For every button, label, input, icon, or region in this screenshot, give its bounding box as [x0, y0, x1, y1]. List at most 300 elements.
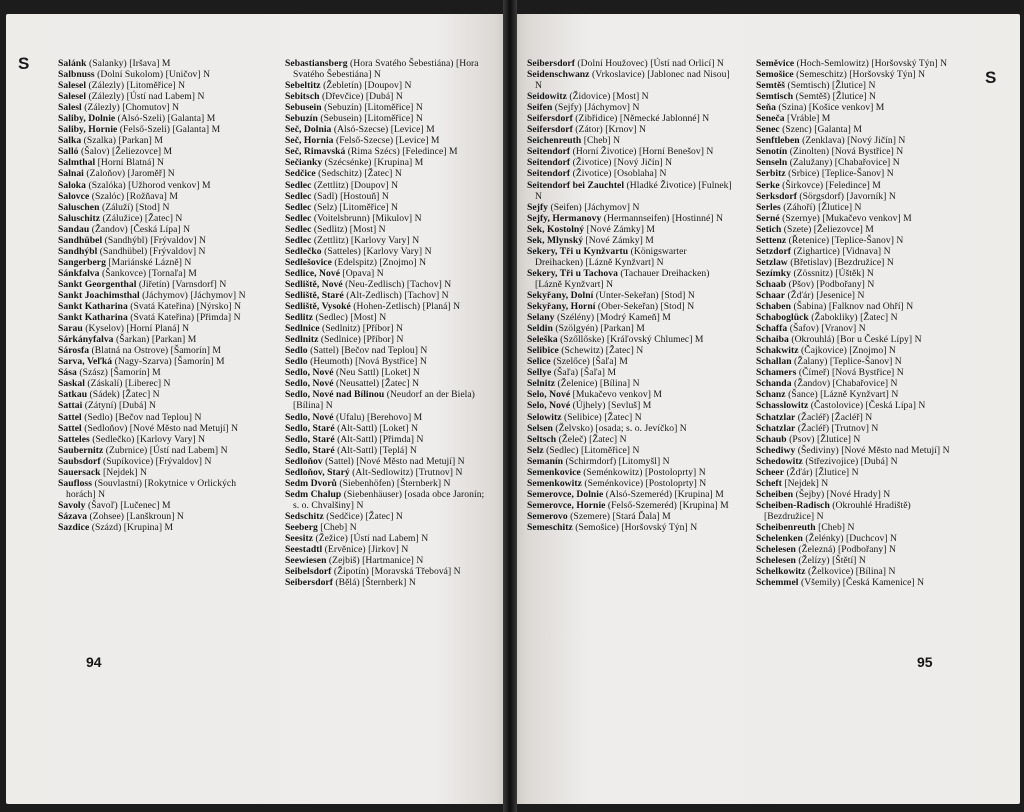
entry-headword: Salesel	[58, 80, 87, 92]
gazetteer-entry	[58, 400, 263, 411]
entry-details: (Alt-Sattl) [Přimda] N	[334, 433, 424, 445]
entry-headword: Sedlo, Nové	[285, 411, 334, 423]
gazetteer-entry	[527, 58, 732, 69]
entry-details: (Žipotín) [Moravská Třebová] N	[331, 566, 461, 578]
gazetteer-entry	[527, 312, 732, 323]
gazetteer-entry	[756, 334, 961, 345]
gazetteer-entry	[285, 445, 490, 456]
gazetteer-entry	[756, 533, 961, 544]
gazetteer-entry	[756, 423, 961, 434]
gazetteer-entry	[285, 511, 490, 522]
gazetteer-entry	[285, 334, 490, 345]
entry-headword: Schaboglück	[756, 312, 809, 324]
entry-details: (Zenklava) [Nový Jičín] N	[799, 135, 906, 147]
gazetteer-entry	[58, 389, 263, 400]
gazetteer-entry	[285, 157, 490, 168]
gazetteer-entry	[756, 522, 961, 533]
gazetteer-entry	[58, 124, 263, 135]
entry-headword: Sedlečko	[285, 245, 322, 257]
entry-details: (Zaloňov) [Jaroměř] N	[83, 168, 175, 180]
gazetteer-entry	[756, 213, 961, 224]
entry-headword: Saluschitz	[58, 212, 101, 224]
entry-details: (Sejfy) [Jáchymov] N	[552, 102, 640, 114]
entry-headword: Schallan	[756, 356, 792, 368]
entry-details: (Zálezly) [Chomutov] N	[81, 102, 180, 114]
gazetteer-entry	[58, 334, 263, 345]
entry-headword: Sattel	[58, 411, 82, 423]
entry-headword: Selice	[527, 356, 551, 368]
entry-headword: Setzlaw	[756, 256, 788, 268]
entry-details: (Šejby) [Nové Hrady] N	[793, 488, 891, 500]
entry-headword: Sankt Georgenthal	[58, 278, 137, 290]
entry-headword: Selowitz	[527, 411, 562, 423]
entry-details: (Žďár) [Žlutice] N	[784, 466, 859, 478]
entry-details: (Semtěš) [Žlutice] N	[793, 91, 877, 103]
entry-headword: Schemmel	[756, 577, 799, 589]
entry-headword: Seichenreuth	[527, 135, 582, 147]
entry-details: [Nejdek] N	[100, 466, 147, 478]
entry-details: (Heumoth) [Nová Bystřice] N	[307, 356, 427, 368]
entry-headword: Satteles	[58, 433, 90, 445]
gazetteer-entry	[285, 235, 490, 246]
gazetteer-entry	[527, 268, 732, 290]
entry-details: (Břetislav) [Bezdružice] N	[787, 256, 894, 268]
entry-headword: Salnai	[58, 168, 84, 180]
entry-details: (Zálezly) [Ústí nad Labem] N	[86, 91, 205, 103]
entry-details: (Čímeř) [Nová Bystřice] N	[796, 367, 904, 379]
left-section-letter: S	[18, 54, 30, 73]
entry-details: (Želenice) [Bílina] N	[555, 378, 640, 390]
gazetteer-entry	[58, 522, 263, 533]
gazetteer-entry	[527, 522, 732, 533]
gazetteer-entry	[285, 168, 490, 179]
entry-headword: Seč, Rimavská	[285, 146, 346, 158]
gazetteer-entry	[527, 323, 732, 334]
gazetteer-entry	[756, 312, 961, 323]
entry-details: [Mukačevo venkov] M	[570, 389, 662, 401]
entry-headword: Schanz	[756, 389, 786, 401]
gazetteer-entry	[527, 301, 732, 312]
entry-headword: Seč, Dolnia	[285, 124, 332, 136]
entry-headword: Schelesen	[756, 544, 796, 556]
entry-details: (Alt-Sedlowitz) [Trutnov] N	[349, 466, 463, 478]
gazetteer-entry	[285, 91, 490, 102]
entry-details: (Seménkowitz) [Postoloprty] N	[580, 466, 706, 478]
entry-details: (Hoch-Semlowitz) [Horšovský Týn] N	[794, 58, 948, 69]
gazetteer-entry	[527, 69, 732, 91]
gazetteer-entry	[58, 235, 263, 246]
entry-headword: Schanda	[756, 378, 792, 390]
entry-headword: Sázava	[58, 510, 88, 522]
entry-headword: Sedlo	[285, 345, 308, 357]
entry-headword: Schakwitz	[756, 345, 799, 357]
gazetteer-entry	[756, 367, 961, 378]
gazetteer-entry	[58, 257, 263, 268]
left-column-2	[285, 58, 490, 588]
entry-headword: Semerovo	[527, 510, 568, 522]
entry-details: (Jiřetín) [Varnsdorf] N	[136, 278, 227, 290]
entry-details: (Sedlo) [Bečov nad Teplou] N	[81, 411, 202, 423]
entry-details: (Sandhübel) [Frývaldov] N	[97, 245, 206, 257]
gazetteer-entry	[756, 102, 961, 113]
entry-headword: Selz	[527, 444, 544, 456]
right-section-letter: S	[985, 68, 997, 87]
entry-details: (Šafov) [Vranov] N	[787, 323, 866, 335]
gazetteer-entry	[527, 235, 732, 246]
gazetteer-entry	[756, 301, 961, 312]
entry-headword: Seestadtl	[285, 544, 323, 556]
entry-details: (Zubrnice) [Ústí nad Labem] N	[103, 444, 228, 456]
entry-details: (Sedlečko) [Karlovy Vary] N	[89, 433, 206, 445]
entry-details: (Siebenhäuser) [osada obce Jaronín; s. o. Chvalšiny] N	[293, 488, 485, 511]
entry-details: (Felső-Szemeréd) [Krupina] M	[605, 499, 729, 511]
gazetteer-entry	[58, 345, 263, 356]
entry-details: (Selibice) [Žatec] N	[561, 411, 642, 423]
entry-details: (Žebletín) [Doupov] N	[320, 80, 412, 92]
entry-headword: Serné	[756, 212, 780, 224]
entry-headword: Sandhýbl	[58, 245, 98, 257]
entry-headword: Salbnuss	[58, 69, 95, 81]
gazetteer-entry	[756, 478, 961, 489]
gazetteer-entry	[285, 389, 490, 411]
entry-headword: Schaben	[756, 301, 792, 313]
gazetteer-entry	[756, 445, 961, 456]
entry-headword: Sedlo, Staré	[285, 422, 335, 434]
entry-headword: Seitendorf	[527, 146, 571, 158]
gazetteer-entry	[756, 389, 961, 400]
entry-details: (Szina) [Košice venkov] M	[775, 102, 885, 114]
entry-details: (Okrouhlé Hradiště) [Bezdružice] N	[764, 499, 911, 522]
gazetteer-entry	[58, 168, 263, 179]
entry-details: (Šaľa) [Šaľa] M	[551, 367, 617, 379]
entry-details: (Šediviny) [Nové Město nad Metují] N	[795, 444, 950, 456]
entry-headword: Saliby, Hornie	[58, 124, 118, 136]
entry-headword: Schelenken	[756, 533, 803, 545]
gazetteer-entry	[527, 290, 732, 301]
entry-headword: Sedlitz	[285, 312, 314, 324]
gazetteer-entry	[285, 146, 490, 157]
entry-headword: Semanín	[527, 455, 564, 467]
entry-headword: Senseln	[756, 157, 788, 169]
entry-headword: Seidowitz	[527, 91, 567, 103]
entry-headword: Saluschen	[58, 201, 100, 213]
right-page	[512, 14, 1020, 804]
gazetteer-entry	[285, 489, 490, 511]
gazetteer-entry	[285, 180, 490, 191]
entry-details: (Ervěnice) [Jirkov] N	[322, 544, 409, 556]
gazetteer-entry	[285, 224, 490, 235]
entry-headword: Sedlo	[285, 356, 308, 368]
entry-headword: Sedlo, Nové nad Bílinou	[285, 389, 385, 401]
entry-headword: Scheft	[756, 477, 782, 489]
entry-headword: Schasslowitz	[756, 400, 809, 412]
entry-headword: Schelesen	[756, 555, 796, 567]
entry-details: (Szász) [Šamorín] M	[76, 367, 161, 379]
entry-headword: Selnitz	[527, 378, 556, 390]
entry-headword: Seitendorf	[527, 168, 571, 180]
entry-details: (Životice) [Osoblaha] N	[570, 168, 667, 180]
entry-details: (Voitelsbrunn) [Mikulov] N	[311, 212, 422, 224]
entry-details: (Záhoří) [Žlutice] N	[780, 201, 862, 213]
entry-headword: Seitendorf bei Zauchtel	[527, 179, 625, 191]
entry-headword: Sedliště, Nové	[285, 278, 343, 290]
gazetteer-entry	[285, 378, 490, 389]
entry-headword: Selsen	[527, 422, 553, 434]
gazetteer-entry	[527, 456, 732, 467]
entry-details: [Cheb] N	[317, 521, 357, 533]
gazetteer-entry	[58, 180, 263, 191]
gazetteer-entry	[285, 268, 490, 279]
gazetteer-entry	[756, 80, 961, 91]
entry-headword: Sebeltitz	[285, 80, 321, 92]
gazetteer-entry	[58, 301, 263, 312]
entry-details: (Alt-Sattl) [Teplá] N	[334, 444, 417, 456]
gazetteer-entry	[527, 334, 732, 345]
entry-headword: Sekery, Tři u Tachova	[527, 267, 618, 279]
gazetteer-entry	[58, 268, 263, 279]
gazetteer-entry	[756, 356, 961, 367]
entry-details: (Šabina) [Falknov nad Ohří] N	[791, 301, 914, 313]
gazetteer-entry	[527, 135, 732, 146]
entry-details: (Žacléř) [Žacléř] N	[795, 411, 873, 423]
gazetteer-entry	[527, 445, 732, 456]
gazetteer-entry	[756, 500, 961, 522]
entry-headword: Semerovce, Hornie	[527, 499, 606, 511]
gazetteer-entry	[527, 180, 732, 202]
entry-details: (Sattel) [Nové Město nad Metují] N	[322, 455, 465, 467]
entry-headword: Sandau	[58, 223, 90, 235]
entry-details: (Szélény) [Modrý Kameň] M	[554, 312, 671, 324]
entry-details: (Železná) [Podbořany] N	[795, 544, 896, 556]
gazetteer-entry	[527, 213, 732, 224]
gazetteer-entry	[527, 511, 732, 522]
entry-headword: Seesitz	[285, 533, 314, 545]
entry-details: (Jáchymov) [Jáchymov] N	[139, 289, 246, 301]
entry-details: [Opava] N	[340, 267, 384, 279]
gazetteer-entry	[285, 312, 490, 323]
entry-headword: Sekery, Tři u Kynžvartu	[527, 245, 629, 257]
entry-details: (Szécsénke) [Krupina] M	[322, 157, 424, 169]
gazetteer-entry	[58, 80, 263, 91]
entry-details: (Šarkan) [Parkan] M	[113, 334, 197, 346]
gazetteer-entry	[58, 412, 263, 423]
entry-details: (Zálezly) [Litoměřice] N	[86, 80, 186, 92]
entry-headword: Sečianky	[285, 157, 323, 169]
entry-headword: Sedm Chalup	[285, 488, 342, 500]
entry-headword: Sedlo, Nové	[285, 367, 334, 379]
gazetteer-entry	[527, 124, 732, 135]
entry-details: (Königswarter Dreihacken) [Lázně Kynžvart] N	[535, 245, 687, 268]
entry-details: (Sedlnitz) [Příbor] N	[319, 323, 403, 335]
entry-headword: Salmthal	[58, 157, 96, 169]
entry-details: (Neusattel) [Žatec] N	[333, 378, 420, 390]
gazetteer-entry	[756, 124, 961, 135]
entry-details: (Szölgyén) [Parkan] M	[552, 323, 645, 335]
entry-details: (Hohen-Zetlisch) [Planá] N	[350, 301, 461, 313]
gazetteer-entry	[285, 367, 490, 378]
gazetteer-entry	[756, 224, 961, 235]
entry-details: (Zinolten) [Nová Bystřice] N	[787, 146, 904, 158]
entry-details: (Felső-Szecse) [Levice] M	[333, 135, 440, 147]
gazetteer-entry	[58, 456, 263, 467]
entry-headword: Sedloňov	[285, 455, 323, 467]
entry-details: [Vráble] M	[784, 113, 831, 125]
gazetteer-entry	[756, 345, 961, 356]
entry-details: (Kyselov) [Horní Planá] N	[82, 323, 190, 335]
right-column-1	[527, 58, 732, 533]
entry-headword: Seewiesen	[285, 555, 327, 567]
entry-headword: Sedlec	[285, 190, 312, 202]
gazetteer-entry	[285, 124, 490, 135]
entry-headword: Schatzlar	[756, 422, 796, 434]
gazetteer-entry	[285, 577, 490, 588]
entry-headword: Saliby, Dolnie	[58, 113, 116, 125]
gazetteer-entry	[756, 157, 961, 168]
gazetteer-entry	[58, 467, 263, 478]
gazetteer-entry	[285, 555, 490, 566]
gazetteer-entry	[527, 246, 732, 268]
entry-details: (Ufalu) [Berehovo] M	[333, 411, 423, 423]
gazetteer-entry	[58, 279, 263, 290]
entry-details: (Žabokliky) [Žatec] N	[808, 312, 898, 324]
gazetteer-entry	[527, 412, 732, 423]
gazetteer-entry	[58, 102, 263, 113]
gazetteer-entry	[527, 389, 732, 400]
entry-details: (Zibřidice) [Německé Jablonné] N	[572, 113, 710, 125]
gazetteer-entry	[285, 135, 490, 146]
entry-details: (Želízy) [Štětí] N	[795, 555, 866, 567]
entry-details: (Blatná na Ostrove) [Šamorín] M	[89, 345, 221, 357]
entry-details: (Žacléř) [Trutnov] N	[795, 422, 879, 434]
entry-details: (Satteles) [Karlovy Vary] N	[321, 245, 432, 257]
entry-details: (Alsó-Szecse) [Levice] M	[331, 124, 435, 136]
gazetteer-entry	[756, 191, 961, 202]
gazetteer-entry	[756, 467, 961, 478]
gazetteer-entry	[285, 467, 490, 478]
gazetteer-entry	[527, 489, 732, 500]
entry-details: (Žežice) [Ústí nad Labem] N	[313, 533, 429, 545]
entry-headword: Senotín	[756, 146, 788, 158]
entry-details: (Záluží) [Stod] N	[99, 201, 170, 213]
entry-headword: Schamers	[756, 367, 797, 379]
entry-details: (Želvsko) [osada; s. o. Jevíčko] N	[552, 422, 687, 434]
entry-headword: Senftleben	[756, 135, 800, 147]
gazetteer-entry	[58, 69, 263, 80]
entry-details: (Sádek) [Žatec] N	[87, 389, 160, 401]
gazetteer-entry	[285, 356, 490, 367]
gazetteer-entry	[527, 113, 732, 124]
entry-details: (Zössnitz) [Úštěk] N	[791, 267, 874, 279]
entry-details: (Šankovce) [Tornaľa] M	[99, 267, 197, 279]
entry-details: (Rima Szécs) [Feledince] M	[345, 146, 458, 158]
gazetteer-entry	[58, 378, 263, 389]
entry-headword: Seibelsdorf	[285, 566, 332, 578]
entry-headword: Seneča	[756, 113, 785, 125]
gazetteer-entry	[756, 257, 961, 268]
gazetteer-entry	[756, 202, 961, 213]
entry-headword: Serksdorf	[756, 190, 797, 202]
gazetteer-entry	[285, 566, 490, 577]
entry-headword: Salánk	[58, 58, 87, 69]
entry-details: [Nejdek] N	[781, 477, 829, 489]
entry-headword: Seňa	[756, 102, 776, 114]
gazetteer-entry	[285, 58, 490, 80]
entry-headword: Schaffa	[756, 323, 788, 335]
entry-headword: Seifersdorf	[527, 124, 573, 136]
gazetteer-entry	[756, 246, 961, 257]
entry-details: (Žďár) [Jesenice] N	[785, 289, 865, 301]
entry-headword: Sankt Katharina	[58, 301, 128, 313]
entry-headword: Semerovce, Dolnie	[527, 488, 604, 500]
gazetteer-entry	[756, 146, 961, 157]
entry-details: (Žandov) [Chabařovice] N	[791, 378, 898, 390]
gazetteer-entry	[58, 191, 263, 202]
gazetteer-entry	[527, 224, 732, 235]
entry-details: (Zohsee) [Lanškroun] N	[87, 510, 184, 522]
entry-headword: Schatzlar	[756, 411, 796, 423]
gazetteer-entry	[285, 202, 490, 213]
entry-headword: Seldin	[527, 323, 553, 335]
entry-headword: Salesl	[58, 102, 82, 114]
gazetteer-entry	[756, 555, 961, 566]
entry-headword: Selo, Nové	[527, 389, 571, 401]
gazetteer-entry	[58, 312, 263, 323]
entry-headword: Savoly	[58, 499, 86, 511]
entry-headword: Sedlnice	[285, 323, 320, 335]
gazetteer-entry	[756, 544, 961, 555]
entry-details: (Svatá Kateřina) [Nýrsko] N	[127, 301, 242, 313]
entry-headword: Sása	[58, 367, 77, 379]
entry-headword: Sedliště, Vysoké	[285, 301, 351, 313]
entry-headword: Sekyřany, Dolní	[527, 289, 594, 301]
gazetteer-entry	[58, 356, 263, 367]
entry-headword: Setzdorf	[756, 245, 792, 257]
entry-details: (Seménkovice) [Postoloprty] N	[581, 477, 707, 489]
entry-headword: Semtisch	[756, 91, 794, 103]
entry-details: (Sedlitz) [Most] N	[311, 223, 386, 235]
entry-details: (Širkovce) [Feledince] M	[779, 179, 881, 191]
gazetteer-entry	[527, 146, 732, 157]
entry-details: (Okrouhlá) [Bor u České Lípy] N	[788, 334, 922, 346]
entry-details: (Zálužice) [Žatec] N	[100, 212, 183, 224]
entry-headword: Saloka	[58, 179, 87, 191]
entry-headword: Sedschitz	[285, 510, 324, 522]
entry-headword: Sebuzín	[285, 113, 318, 125]
gazetteer-entry	[58, 213, 263, 224]
entry-details: (Alsó-Szemeréd) [Krupina] M	[603, 488, 724, 500]
entry-headword: Sarau	[58, 323, 83, 335]
entry-details: (Horní Životice) [Horní Benešov] N	[570, 146, 714, 158]
gazetteer-entry	[58, 202, 263, 213]
gazetteer-entry	[527, 157, 732, 168]
entry-headword: Serbitz	[756, 168, 786, 180]
entry-details: (Szalóka) [Užhorod venkov] M	[86, 179, 211, 191]
entry-details: (Alt-Sattl) [Loket] N	[334, 422, 419, 434]
entry-details: (Százd) [Krupina] M	[89, 521, 174, 533]
entry-headword: Salovce	[58, 190, 90, 202]
gazetteer-entry	[527, 345, 732, 356]
entry-details: (Psov) [Žlutice] N	[786, 433, 861, 445]
gazetteer-entry	[756, 378, 961, 389]
gazetteer-entry	[285, 456, 490, 467]
entry-details: (Zalužany) [Chabařovice] N	[787, 157, 900, 169]
entry-details: (Srbice) [Teplice-Šanov] N	[785, 168, 894, 180]
entry-headword: Semenkovice	[527, 466, 581, 478]
entry-headword: Scheiben-Radisch	[756, 499, 830, 511]
entry-headword: Satkau	[58, 389, 88, 401]
entry-details: (Szernye) [Mukačevo venkov] M	[779, 212, 912, 224]
entry-details: (Svatá Kateřina) [Přimda] N	[127, 312, 241, 324]
